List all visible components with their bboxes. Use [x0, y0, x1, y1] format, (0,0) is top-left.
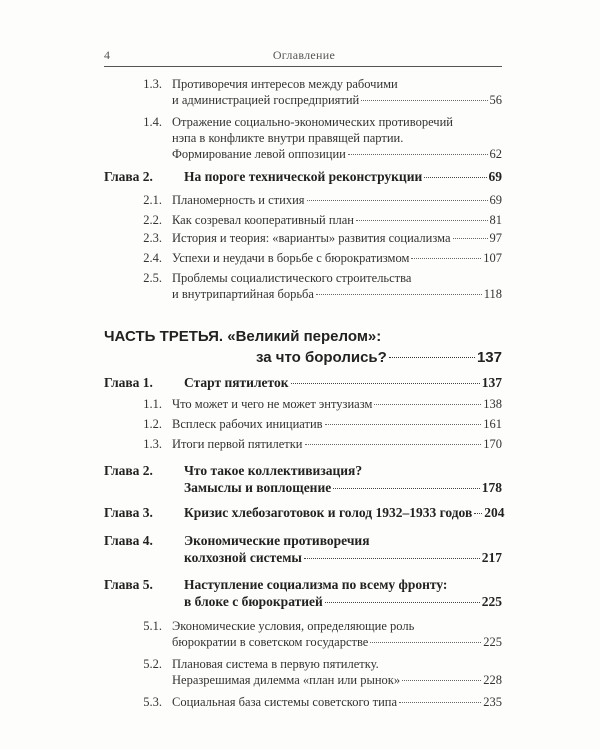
page-ref: 235 [483, 695, 502, 709]
dot-leader [361, 100, 487, 101]
toc-entry-2-4[interactable] [136, 250, 502, 266]
section-title-line: и администрацией госпредприятий [172, 93, 360, 107]
chapter-title-line: в блоке с бюрократией [184, 594, 323, 609]
chapter-label: Глава 3. [104, 505, 153, 520]
section-number: 2.5. [143, 271, 162, 285]
section-number: 2.2. [143, 213, 162, 227]
toc-entry-1-2[interactable] [136, 416, 502, 432]
chapter-label: Глава 2. [104, 463, 153, 478]
toc-chapter-2-collectivization[interactable] [104, 462, 502, 498]
toc-entry-5-1[interactable] [136, 618, 502, 652]
toc-entry-2-3[interactable] [136, 230, 502, 246]
dot-leader [411, 258, 481, 259]
chapter-label: Глава 4. [104, 533, 153, 548]
section-number: 2.1. [143, 193, 162, 207]
section-title: Как созревал кооперативный план [172, 213, 354, 227]
chapter-title-line: Экономические противоречия [184, 533, 370, 548]
page-ref: 107 [483, 251, 502, 265]
page-ref: 225 [481, 594, 502, 609]
toc-entry-1-4[interactable] [136, 114, 502, 164]
dot-leader [305, 444, 482, 445]
dot-leader [399, 702, 481, 703]
toc-entry-1-1[interactable] [136, 396, 502, 412]
section-title-line: Формирование левой оппозиции [172, 147, 346, 161]
dot-leader [389, 357, 475, 358]
page-title: Оглавление [272, 48, 336, 62]
toc-entry-1-3-part3[interactable] [136, 436, 502, 452]
section-title-line: нэпа в конфликте внутри правящей партии. [172, 131, 404, 145]
toc-entry-1-3[interactable] [136, 76, 502, 110]
page-number: 4 [104, 48, 110, 62]
section-title: Планомерность и стихия [172, 193, 305, 207]
page-ref: 56 [489, 93, 502, 107]
section-number: 1.2. [143, 417, 162, 431]
dot-leader [402, 680, 481, 681]
page-ref: 137 [481, 375, 502, 390]
section-title: Итоги первой пятилетки [172, 437, 303, 451]
toc-entry-5-2[interactable] [136, 656, 502, 690]
dot-leader [356, 220, 488, 221]
toc-entry-5-3[interactable] [136, 694, 502, 710]
part-title-line: ЧАСТЬ ТРЕТЬЯ. «Великий перелом»: [104, 328, 382, 345]
toc-chapter-5[interactable] [104, 576, 502, 612]
toc-part-three[interactable] [104, 326, 502, 366]
page-ref: 81 [489, 213, 502, 227]
section-number: 1.4. [143, 115, 162, 129]
page-ref: 97 [489, 231, 502, 245]
page-ref: 225 [483, 635, 502, 649]
page-ref: 138 [483, 397, 502, 411]
toc-entry-2-5[interactable] [136, 270, 502, 304]
section-title-line: и внутрипартийная борьба [172, 287, 314, 301]
chapter-label: Глава 2. [104, 169, 153, 184]
page-ref: 137 [476, 349, 502, 366]
page-ref: 178 [481, 480, 502, 495]
chapter-title: На пороге технической реконструкции [184, 169, 423, 184]
page-ref: 204 [484, 505, 505, 520]
dot-leader [325, 424, 482, 425]
part-title-line: за что боролись? [256, 349, 387, 366]
toc-entry-2-2[interactable] [136, 212, 502, 228]
section-title-line: Отражение социально-экономических противоречий [172, 115, 453, 129]
section-number: 5.1. [143, 619, 162, 633]
chapter-title-line: Замыслы и воплощение [184, 480, 332, 495]
toc-chapter-3[interactable] [104, 504, 505, 522]
page-ref: 118 [483, 287, 502, 301]
dot-leader [325, 602, 480, 603]
dot-leader [453, 238, 488, 239]
page-ref: 228 [483, 673, 502, 687]
chapter-title: Кризис хлебозаготовок и голод 1932–1933 годов [184, 505, 473, 520]
section-title: Всплеск рабочих инициатив [172, 417, 323, 431]
section-number: 2.4. [143, 251, 162, 265]
chapter-title: Старт пятилеток [184, 375, 289, 390]
dot-leader [316, 294, 482, 295]
section-number: 1.3. [143, 77, 162, 91]
section-number: 1.1. [143, 397, 162, 411]
toc-chapter-4[interactable] [104, 532, 502, 568]
toc-chapter-2-reconstruction[interactable] [104, 168, 502, 186]
chapter-label: Глава 1. [104, 375, 153, 390]
page-ref: 69 [489, 193, 502, 207]
section-number: 1.3. [143, 437, 162, 451]
dot-leader [304, 558, 480, 559]
section-title: Успехи и неудачи в борьбе с бюрократизмом [172, 251, 410, 265]
page-ref: 69 [488, 169, 502, 184]
section-number: 2.3. [143, 231, 162, 245]
section-title-line: Противоречия интересов между рабочими [172, 77, 398, 91]
section-title-line: бюрократии в советском государстве [172, 635, 369, 649]
dot-leader [424, 177, 486, 178]
section-title: Что может и чего не может энтузиазм [172, 397, 373, 411]
dot-leader [333, 488, 480, 489]
dot-leader [370, 642, 481, 643]
section-title-line: Неразрешимая дилемма «план или рынок» [172, 673, 401, 687]
section-title: Социальная база системы советского типа [172, 695, 398, 709]
dot-leader [307, 200, 488, 201]
section-title-line: Проблемы социалистического строительства [172, 271, 412, 285]
section-number: 5.2. [143, 657, 162, 671]
page-ref: 161 [483, 417, 502, 431]
section-title-line: Плановая система в первую пятилетку. [172, 657, 379, 671]
chapter-title-line: Наступление социализма по всему фронту: [184, 577, 448, 592]
toc-entry-2-1[interactable] [136, 192, 502, 208]
chapter-title-line: Что такое коллективизация? [184, 463, 363, 478]
section-title: История и теория: «варианты» развития социализма [172, 231, 451, 245]
page-ref: 170 [483, 437, 502, 451]
section-number: 5.3. [143, 695, 162, 709]
dot-leader [374, 404, 481, 405]
dot-leader [291, 383, 480, 384]
dot-leader [474, 513, 482, 514]
dot-leader [348, 154, 488, 155]
chapter-title-line: колхозной системы [184, 550, 302, 565]
toc-chapter-1[interactable] [104, 374, 502, 392]
page-ref: 62 [489, 147, 502, 161]
chapter-label: Глава 5. [104, 577, 153, 592]
page-ref: 217 [481, 550, 502, 565]
section-title-line: Экономические условия, определяющие роль [172, 619, 415, 633]
